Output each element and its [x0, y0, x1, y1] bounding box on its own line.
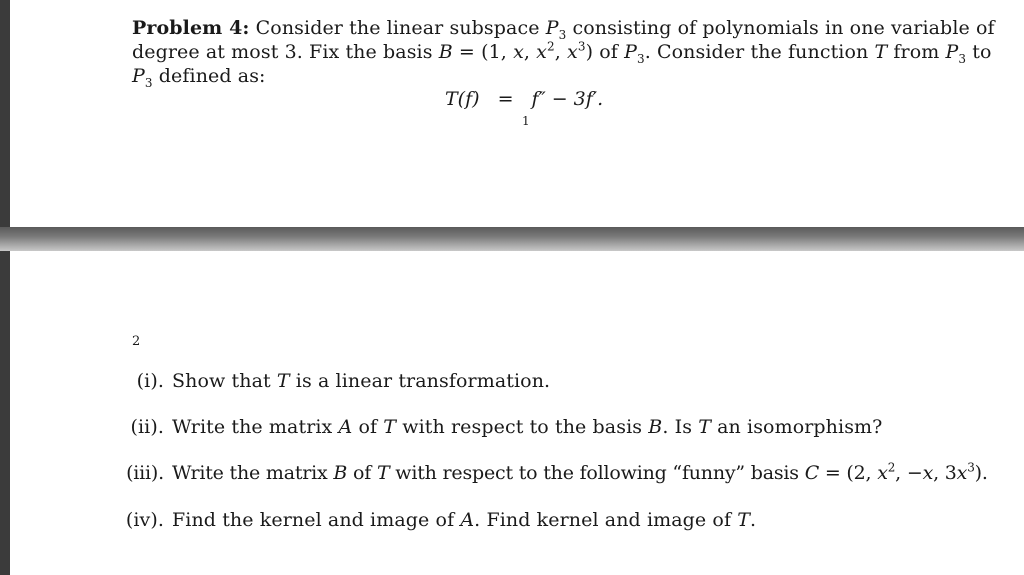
problem-line-1 [132, 16, 995, 40]
text: = (1, [452, 41, 514, 63]
list-item [110, 369, 550, 393]
text: with respect to the basis [396, 416, 649, 438]
page-number: 2 [132, 334, 141, 349]
problem-line-3 [132, 64, 266, 88]
symbol-P: P [132, 65, 145, 87]
equation [445, 88, 603, 110]
equation-number: 1 [522, 114, 530, 128]
item-label: (i). [136, 370, 164, 392]
text: from [887, 41, 946, 63]
text: . Consider the function [644, 41, 875, 63]
superscript: 2 [547, 39, 555, 54]
symbol-T: T [737, 509, 751, 531]
subscript: 3 [958, 51, 967, 66]
superscript: 3 [577, 39, 586, 54]
text: consisting of polynomials in one variable of [566, 17, 995, 39]
text: Find the kernel and image of [172, 509, 461, 531]
text: Consider the linear subspace [255, 17, 546, 39]
subscript: 3 [558, 27, 567, 42]
text: is a linear transformation. [289, 370, 551, 392]
equation-lhs: T(f) [445, 88, 480, 110]
text: with respect to the following “funny” basis [389, 462, 805, 484]
superscript: 3 [967, 460, 975, 475]
symbol-B: B [333, 462, 348, 484]
text: an isomorphism? [710, 416, 883, 438]
symbol-x: x [877, 462, 888, 484]
document-page-2 [10, 251, 1024, 575]
item-label: (iv). [125, 509, 164, 531]
page-gap-shadow [0, 227, 1024, 251]
text: , 3 [933, 462, 957, 484]
problem-line-2 [132, 40, 992, 64]
problem-heading: Problem 4: [132, 17, 250, 39]
text: Show that [172, 370, 277, 392]
document-page-1 [10, 0, 1024, 227]
symbol-T: T [698, 416, 711, 438]
text: , [554, 41, 568, 63]
text: of [347, 462, 377, 484]
text: = (2, [819, 462, 878, 484]
symbol-x: x [536, 41, 547, 63]
equation-rhs: f″ − 3f′. [531, 88, 604, 110]
symbol-P: P [624, 41, 637, 63]
text: degree at most 3. Fix the basis [132, 41, 439, 63]
text: Write the matrix [172, 462, 334, 484]
symbol-P: P [945, 41, 959, 63]
superscript: 2 [887, 460, 896, 475]
symbol-C: C [804, 462, 820, 484]
list-item [110, 461, 988, 485]
text: , [523, 41, 537, 63]
list-item [110, 508, 756, 532]
text: . Find kernel and image of [474, 509, 738, 531]
text: . Is [662, 416, 699, 438]
item-label: (iii). [126, 462, 164, 484]
subscript: 3 [636, 51, 645, 66]
text: , − [895, 462, 923, 484]
symbol-x: x [922, 462, 934, 484]
symbol-A: A [460, 509, 475, 531]
text: ) of [585, 41, 625, 63]
symbol-T: T [383, 416, 397, 438]
text: of [352, 416, 384, 438]
text: defined as: [152, 65, 266, 87]
list-item [110, 415, 882, 439]
symbol-B: B [648, 416, 663, 438]
text: Write the matrix [172, 416, 339, 438]
symbol-T: T [276, 370, 290, 392]
text: ). [974, 462, 988, 484]
symbol-x: x [956, 462, 968, 484]
symbol-T: T [874, 41, 888, 63]
symbol-x: x [567, 41, 578, 63]
symbol-T: T [376, 462, 390, 484]
subscript: 3 [144, 75, 153, 90]
equation-equals: = [497, 88, 514, 110]
symbol-B: B [438, 41, 453, 63]
text: . [750, 509, 757, 531]
text: to [966, 41, 992, 63]
symbol-A: A [338, 416, 353, 438]
symbol-x: x [513, 41, 524, 63]
item-label: (ii). [130, 416, 164, 438]
symbol-P: P [545, 17, 559, 39]
